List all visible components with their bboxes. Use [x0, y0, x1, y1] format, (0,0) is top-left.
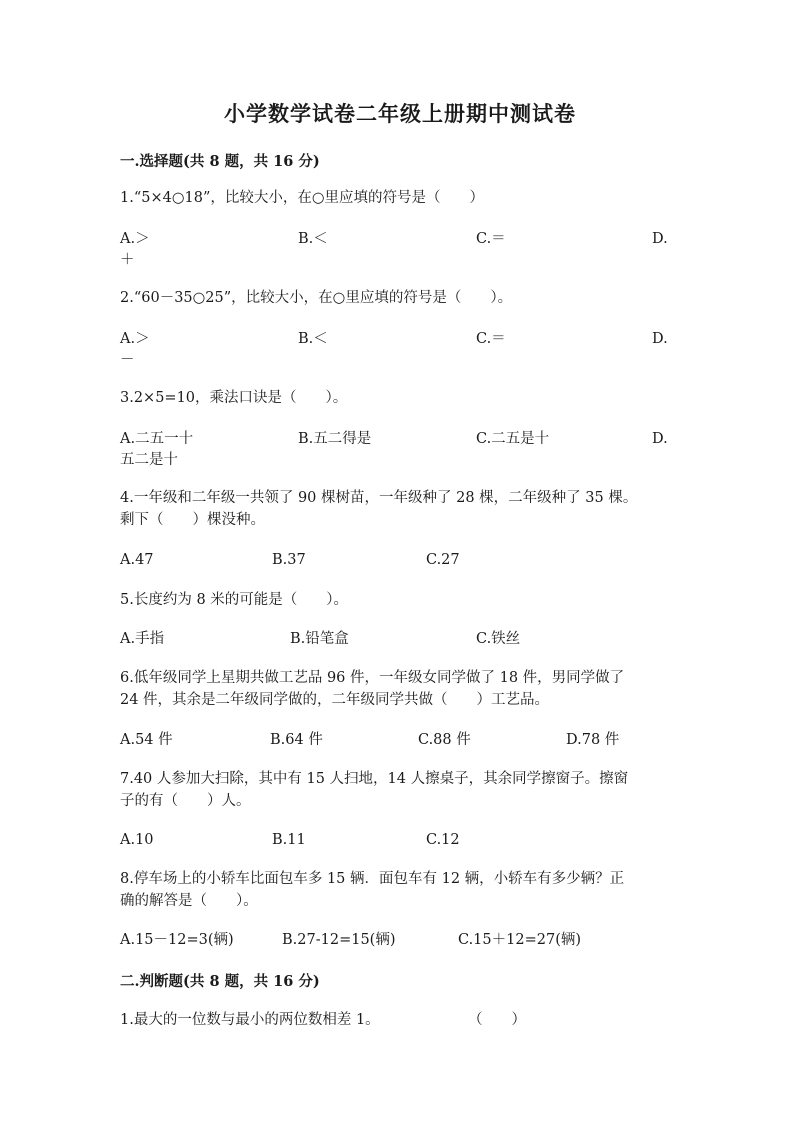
q2-option-a: A.＞: [120, 331, 150, 347]
question-8-line-2: 确的解答是（ ）。: [120, 893, 258, 909]
q4-option-c: C.27: [426, 552, 460, 568]
question-6-line-2: 24 件，其余是二年级同学做的，二年级同学共做（ ）工艺品。: [120, 692, 550, 708]
q4-option-a: A.47: [120, 552, 154, 568]
q2-option-c: C.＝: [476, 331, 506, 347]
q5-option-a: A.手指: [120, 631, 165, 647]
q3-option-b: B.五二得是: [298, 431, 372, 447]
question-5: 5.长度约为 8 米的可能是（ ）。: [120, 592, 349, 608]
q3-option-d-text: 五二是十: [120, 452, 178, 468]
section-heading-choice: 一.选择题(共 8 题，共 16 分): [120, 153, 320, 170]
question-2: 2.“60－35○25”，比较大小，在○里应填的符号是（ ）。: [120, 290, 513, 306]
question-7-line-2: 子的有（ ）人。: [120, 793, 251, 809]
q1-option-b: B.＜: [298, 231, 328, 247]
q1-option-d: D.: [652, 231, 668, 247]
q8-option-b: B.27-12=15(辆): [282, 932, 396, 948]
q6-option-c: C.88 件: [418, 732, 471, 748]
judgement-1-answer-parens: （ ）: [468, 1012, 526, 1028]
question-7-line-1: 7.40 人参加大扫除，其中有 15 人扫地，14 人擦桌子，其余同学擦窗子。擦窗: [120, 771, 629, 787]
question-4-line-2: 剩下（ ）棵没种。: [120, 512, 265, 528]
q1-option-c: C.＝: [476, 231, 506, 247]
q1-option-a: A.＞: [120, 231, 150, 247]
question-6-line-1: 6.低年级同学上星期共做工艺品 96 件，一年级女同学做了 18 件，男同学做了: [120, 670, 625, 686]
q6-option-d: D.78 件: [566, 732, 620, 748]
page-title: 小学数学试卷二年级上册期中测试卷: [224, 101, 576, 126]
question-8-line-1: 8.停车场上的小轿车比面包车多 15 辆．面包车有 12 辆，小轿车有多少辆？正: [120, 871, 625, 887]
judgement-question-1: 1.最大的一位数与最小的两位数相差 1。: [120, 1012, 380, 1028]
q4-option-b: B.37: [272, 552, 306, 568]
q7-option-b: B.11: [272, 832, 306, 848]
q6-option-a: A.54 件: [120, 732, 173, 748]
q7-option-a: A.10: [120, 832, 154, 848]
q2-option-d-text: －: [120, 352, 135, 368]
q6-option-b: B.64 件: [270, 732, 323, 748]
q5-option-c: C.铁丝: [476, 631, 521, 647]
q5-option-b: B.铅笔盒: [290, 631, 349, 647]
q3-option-a: A.二五一十: [120, 431, 194, 447]
q1-option-d-text: ＋: [120, 252, 135, 268]
q8-option-a: A.15－12=3(辆): [120, 932, 234, 948]
question-1: 1.“5×4○18”，比较大小，在○里应填的符号是（ ）: [120, 190, 485, 206]
section-heading-judgement: 二.判断题(共 8 题，共 16 分): [120, 973, 320, 990]
question-4-line-1: 4.一年级和二年级一共领了 90 棵树苗，一年级种了 28 棵，二年级种了 35 棵。: [120, 490, 638, 506]
q3-option-d: D.: [652, 431, 668, 447]
q2-option-d: D.: [652, 331, 668, 347]
q3-option-c: C.二五是十: [476, 431, 550, 447]
question-3: 3.2×5=10，乘法口诀是（ ）。: [120, 390, 348, 406]
q8-option-c: C.15＋12=27(辆): [458, 932, 582, 948]
q7-option-c: C.12: [426, 832, 460, 848]
q2-option-b: B.＜: [298, 331, 328, 347]
